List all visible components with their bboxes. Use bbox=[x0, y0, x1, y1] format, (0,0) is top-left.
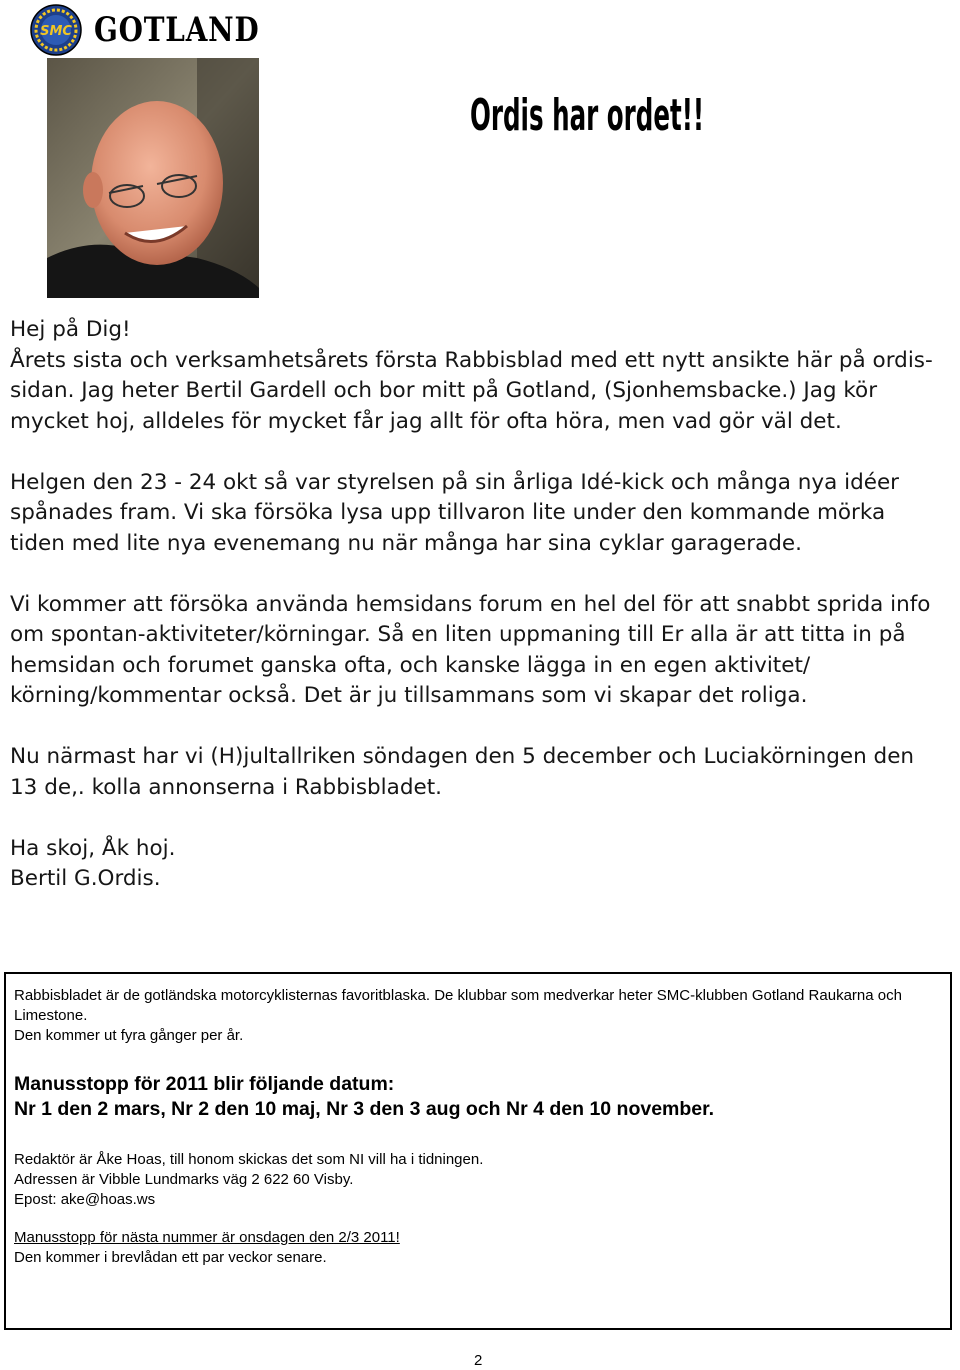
deadline-title: Manusstopp för 2011 blir följande datum: bbox=[14, 1073, 395, 1095]
author-portrait bbox=[47, 58, 259, 298]
svg-text:SMC: SMC bbox=[40, 24, 72, 39]
page-number: 2 bbox=[474, 1352, 483, 1369]
next-deadline: Manusstopp för nästa nummer är onsdagen den 2/3 2011! bbox=[14, 1229, 400, 1246]
page-title: Ordis har ordet!! bbox=[470, 90, 705, 141]
ordis-letter bbox=[10, 315, 945, 895]
letter-closing: Ha skoj, Åk hoj. bbox=[10, 835, 176, 861]
info-box bbox=[4, 972, 952, 1330]
editor-address: Adressen är Vibble Lundmarks väg 2 622 60 Visby. bbox=[14, 1171, 354, 1188]
editor-info: Redaktör är Åke Hoas, till honom skickas det som NI vill ha i tidningen. bbox=[14, 1151, 484, 1168]
letter-paragraph: Vi kommer att försöka använda hemsidans forum en hel del för att snabbt sprida info om spontan-aktiviteter/körningar. Så en liten uppmaning till Er alla är att titta in på hemsidan och forumet ganska ofta, och kanske lägga in en egen aktivitet/ körning/kommentar också. Det är ju tillsammans som vi skapar det roliga. bbox=[10, 591, 931, 708]
letter-greeting: Hej på Dig! bbox=[10, 317, 131, 342]
info-text: Rabbisbladet är de gotländska motorcyklisternas favoritblaska. De klubbar som medverkar heter SMC-klubben Gotland Raukarna och Limestone. bbox=[14, 987, 902, 1024]
letter-paragraph: Helgen den 23 - 24 okt så var styrelsen på sin årliga Idé-kick och många nya idéer spånades fram. Vi ska försöka lysa upp tillvaron lite under den kommande mörka tiden med lite nya evenemang nu när många har sina cyklar garagerade. bbox=[10, 469, 900, 556]
info-text: Den kommer ut fyra gånger per år. bbox=[14, 1027, 244, 1044]
editor-email: Epost: ake@hoas.ws bbox=[14, 1191, 156, 1208]
letter-paragraph: Årets sista och verksamhetsårets första Rabbisblad med ett nytt ansikte här på ordis-sidan. Jag heter Bertil Gardell och bor mitt på Gotland, (Sjonhemsbacke.) Jag kör mycket hoj, alldeles för mycket får jag allt för ofta höra, men vad gör väl det. bbox=[10, 347, 933, 434]
delivery-info: Den kommer i brevlådan ett par veckor senare. bbox=[14, 1249, 327, 1266]
letter-paragraph: Nu närmast har vi (H)jultallriken söndagen den 5 december och Luciakörningen den 13 de,. kolla annonserna i Rabbisbladet. bbox=[10, 744, 915, 800]
smc-badge-icon bbox=[30, 4, 82, 56]
deadline-dates: Nr 1 den 2 mars, Nr 2 den 10 maj, Nr 3 den 3 aug och Nr 4 den 10 november. bbox=[14, 1098, 715, 1120]
brand-name: GOTLAND bbox=[94, 10, 260, 50]
club-logo bbox=[30, 4, 296, 56]
letter-signature: Bertil G.Ordis. bbox=[10, 866, 161, 891]
